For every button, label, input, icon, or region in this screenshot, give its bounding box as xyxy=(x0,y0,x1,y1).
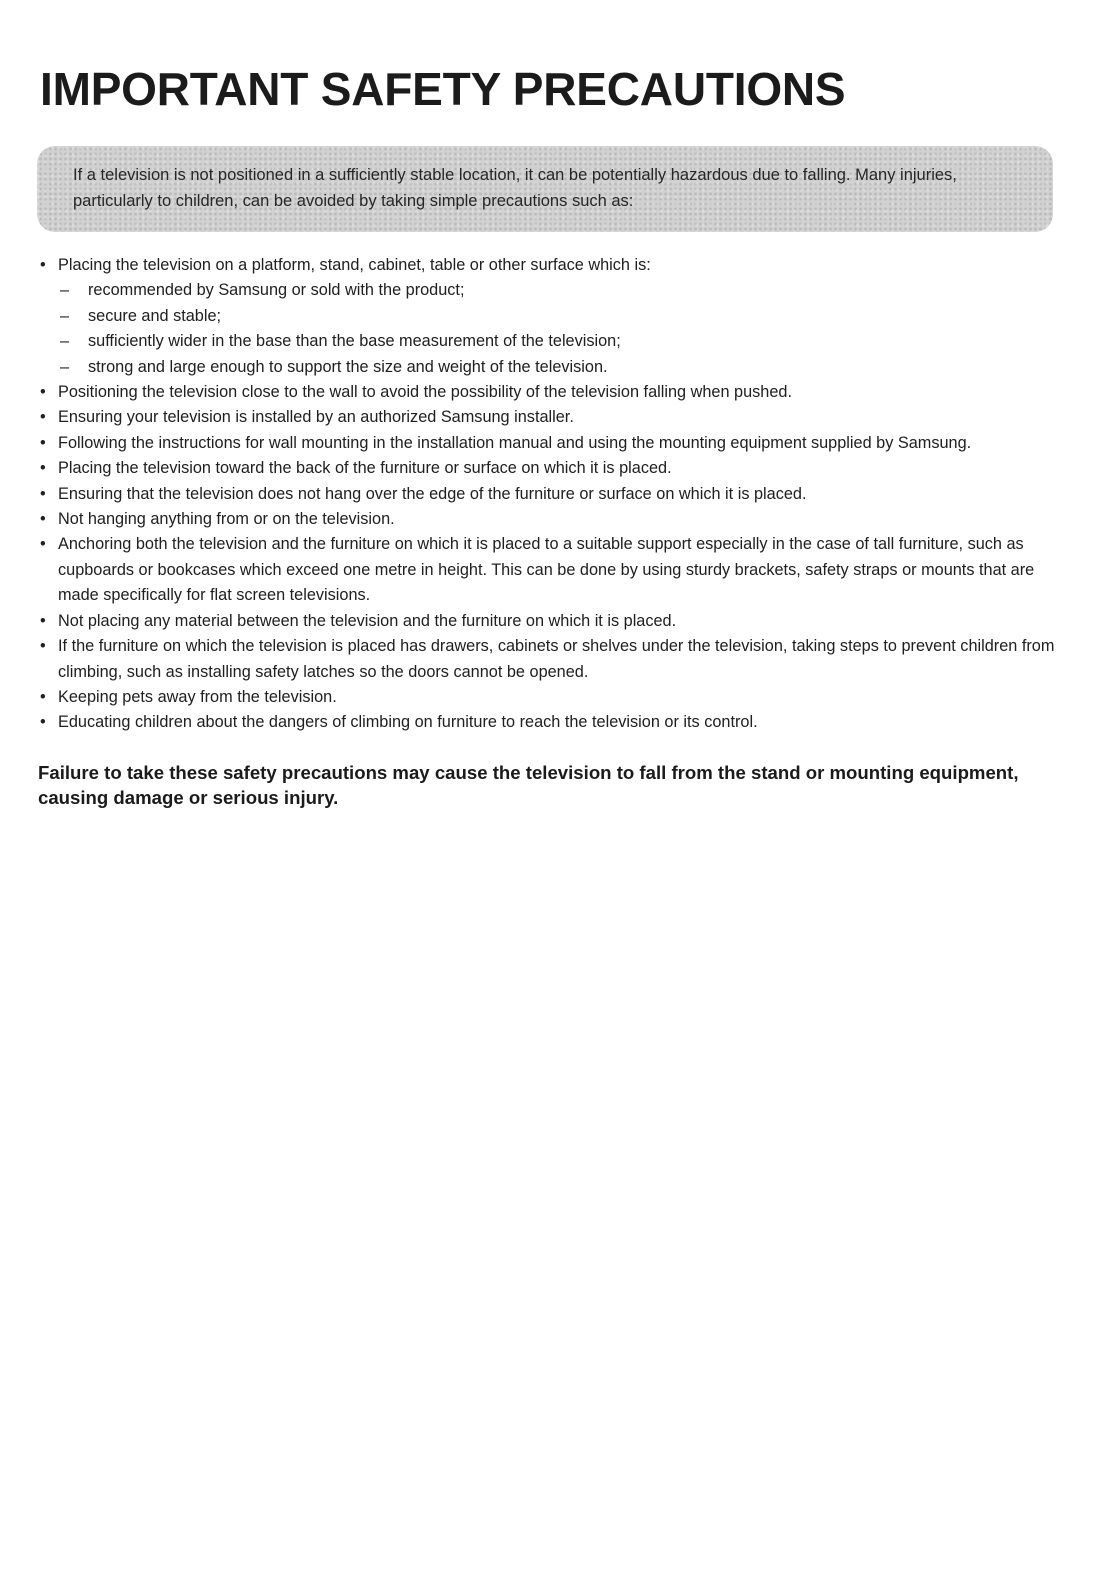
sub-list-item xyxy=(58,278,1060,303)
page-title: IMPORTANT SAFETY PRECAUTIONS xyxy=(40,63,846,115)
intro-callout xyxy=(37,146,1053,232)
list-item xyxy=(40,532,1060,608)
sub-list xyxy=(58,278,1060,380)
list-item-text: Anchoring both the television and the furniture on which it is placed to a suitable support especially in the case of tall furniture, such as cupboards or bookcases which exceed one metre in height. This can be done by using sturdy brackets, safety straps or mounts that are made specifically for flat screen televisions. xyxy=(58,535,1035,605)
list-item xyxy=(40,431,1060,456)
dash-icon: – xyxy=(60,357,70,376)
dash-icon: – xyxy=(60,332,70,351)
sub-list-item xyxy=(58,304,1060,329)
bullet-icon: • xyxy=(40,383,46,402)
sub-item-text: recommended by Samsung or sold with the product; xyxy=(88,281,465,300)
bullet-icon: • xyxy=(40,611,46,630)
list-item-text: Educating children about the dangers of climbing on furniture to reach the television or its control. xyxy=(58,713,758,732)
sub-item-text: strong and large enough to support the size and weight of the television. xyxy=(88,357,608,376)
dash-icon: – xyxy=(60,306,70,325)
list-item xyxy=(40,634,1060,685)
list-item-text: Placing the television toward the back of the furniture or surface on which it is placed. xyxy=(58,459,672,478)
precautions-list xyxy=(40,253,1060,736)
list-item-text: If the furniture on which the television is placed has drawers, cabinets or shelves under the television, taking steps to prevent children from climbing, such as installing safety latches so the doors cannot be opened. xyxy=(58,637,1055,681)
list-item-text: Ensuring your television is installed by an authorized Samsung installer. xyxy=(58,408,574,427)
bullet-icon: • xyxy=(40,484,46,503)
bullet-icon: • xyxy=(40,637,46,656)
list-item xyxy=(40,456,1060,481)
list-item xyxy=(40,482,1060,507)
list-item xyxy=(40,710,1060,735)
list-item-text: Following the instructions for wall mounting in the installation manual and using the mounting equipment supplied by Samsung. xyxy=(58,433,972,452)
bullet-icon: • xyxy=(40,687,46,706)
bullet-icon: • xyxy=(40,408,46,427)
list-item-text: Not placing any material between the television and the furniture on which it is placed. xyxy=(58,611,677,630)
dash-icon: – xyxy=(60,281,70,300)
sub-item-text: sufficiently wider in the base than the base measurement of the television; xyxy=(88,332,621,351)
bullet-icon: • xyxy=(40,433,46,452)
sub-list-item xyxy=(58,355,1060,380)
bullet-icon: • xyxy=(40,256,46,274)
list-item xyxy=(40,609,1060,634)
list-item xyxy=(40,253,1060,380)
warning-statement: Failure to take these safety precautions may cause the television to fall from the stand or mounting equipment, causing damage or serious injury. xyxy=(38,762,1019,808)
list-item xyxy=(40,405,1060,430)
list-item xyxy=(40,685,1060,710)
list-item-text: Not hanging anything from or on the television. xyxy=(58,510,395,529)
list-item-text: Placing the television on a platform, stand, cabinet, table or other surface which is: xyxy=(58,256,651,274)
bullet-icon: • xyxy=(40,713,46,732)
list-item xyxy=(40,380,1060,405)
list-item-text: Positioning the television close to the wall to avoid the possibility of the television falling when pushed. xyxy=(58,383,792,402)
list-item-text: Ensuring that the television does not hang over the edge of the furniture or surface on which it is placed. xyxy=(58,484,807,503)
bullet-icon: • xyxy=(40,459,46,478)
list-item xyxy=(40,507,1060,532)
sub-item-text: secure and stable; xyxy=(88,306,222,325)
bullet-icon: • xyxy=(40,535,46,554)
list-item-text: Keeping pets away from the television. xyxy=(58,687,337,706)
intro-text: If a television is not positioned in a sufficiently stable location, it can be potentially hazardous due to falling. Many injuries, particularly to children, can be avoided by taking simple precautions such as: xyxy=(73,166,957,210)
bullet-icon: • xyxy=(40,510,46,529)
sub-list-item xyxy=(58,329,1060,354)
